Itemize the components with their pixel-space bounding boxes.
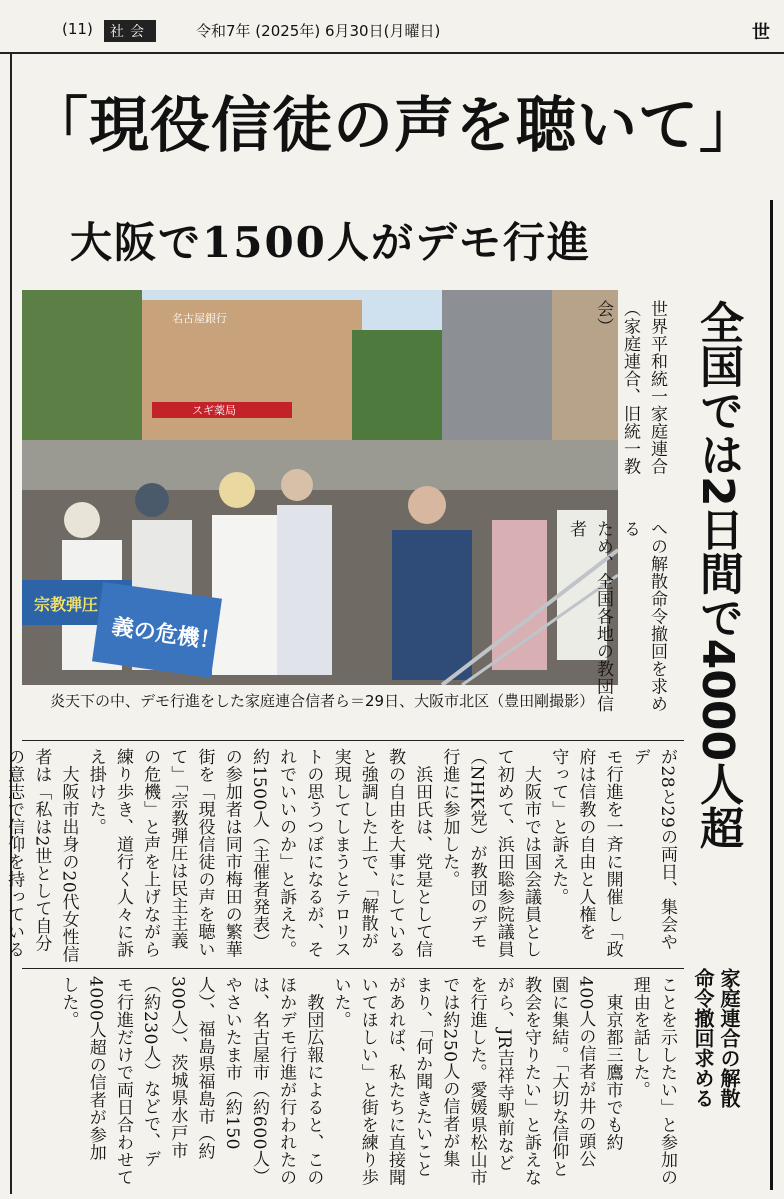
body-line: て初めて、浜田聡参院議員 [493,748,514,958]
lead-line: ため、全国各地の教団信者 [566,520,613,713]
body-line: 大阪市出身の20代女性信 [58,748,79,964]
lead-line: （家庭連合、旧統一教会） [593,300,640,475]
demo-photo-illustration [22,290,618,685]
body-line: 教の自由を大事にしている [384,748,405,958]
side-subheadline [690,968,742,1168]
body-line: 教団広報によると、この [303,976,324,1186]
body-line: （NHK党）が教団のデモ [466,748,487,950]
bank-sign: 名古屋銀行 [172,312,227,325]
body-line: モ行進を一斉に開催し「政 [602,748,623,958]
body-line: 練り歩き、道行く人々に訴 [112,748,133,958]
side-headline: 全国では2日間で4000人超 [692,300,743,850]
body-line: の危機」と声を上げながら [140,748,161,958]
body-line: した。 [58,976,79,1029]
newspaper-logo: 世 [752,22,770,43]
body-line: え掛けた。 [85,748,106,836]
column-rule [770,200,773,1190]
page-header [0,0,784,54]
body-line: いてほしい」と街を練り歩 [357,976,378,1186]
body-line: 教会を守りたい」と訴えな [520,976,541,1186]
body-line: 者は「私は2世として自分 [31,748,52,952]
body-line: （約230人）などで、デ [140,976,161,1168]
body-line: があれば、私たちに直接聞 [384,976,405,1186]
lead-line: への解散命令撤回を求める [620,520,667,713]
lead-line: 世界平和統一家庭連合 [647,300,667,475]
body-line: 街を「現役信徒の声を聴い [194,748,215,958]
divider [22,740,684,741]
body-line: 浜田氏は、党是として信 [412,748,433,958]
body-line: れでいいのか」と訴えた。 [276,748,297,958]
body-line: 人）、福島県福島市（約 [194,976,215,1160]
store-sign: スギ薬局 [192,404,236,417]
subheadline: 大阪で1500人がデモ行進 [70,218,591,267]
body-line: では約250人の信者が集 [439,976,460,1168]
body-block-2 [56,976,680,1192]
body-line: 4000人超の信者が参加 [85,976,106,1162]
divider [22,968,684,969]
side-subheadline-line-2: 命令撤回求める [691,968,715,1108]
placard-text-1: 宗教弾圧 [34,595,99,614]
body-line: ことを示したい」と参加の [657,976,677,1186]
body-line: 大阪市では国会議員とし [520,748,541,958]
body-line: 300人）、茨城県水戸市 [167,976,188,1159]
body-block-1 [4,748,680,964]
body-line: トの思うつぼになるが、そ [303,748,324,958]
section-label: 社会 [104,20,156,42]
body-line: モ行進だけで両日合わせて [112,976,133,1186]
body-line: 守って」と訴えた。 [548,748,569,906]
body-line: が28と29の両日、集会やデ [629,748,677,951]
body-line: 約1500人（主催者発表） [248,748,269,951]
body-line: いた。 [330,976,351,1029]
lead-columns-lower [566,520,670,720]
body-line: やさいたま市（約150 [221,976,242,1150]
issue-date: 令和7年 (2025年) 6月30日(月曜日) [196,22,441,40]
demo-photo [22,290,618,685]
body-line: 行進に参加した。 [439,748,460,888]
body-line: の参加者は同市梅田の繁華 [221,748,242,958]
body-line: 東京都三鷹市でも約 [602,976,623,1151]
body-line: 実現してしまうとテロリス [330,748,351,958]
body-line: ほかデモ行進が行われたの [276,976,297,1186]
body-line: は、名古屋市（約600人） [248,976,269,1185]
page-number: (11) [62,20,93,38]
body-line: 園に集結。「大切な信仰と [548,976,569,1178]
body-line: まり、「何か聞きたいこと [412,976,433,1178]
body-line: 府は信教の自由と人権を [575,748,596,941]
headline: 「現役信徒の声を聴いて」 [28,91,760,161]
placard-text-2: 義の危機！ [110,614,223,655]
body-line: を行進した。愛媛県松山市 [466,976,487,1186]
photo-caption: 炎天下の中、デモ行進をした家庭連合信者ら＝29日、大阪市北区（豊田剛撮影） [50,692,595,710]
body-line: 理由を話した。 [629,976,650,1099]
body-line: がら、JR吉祥寺駅前など [493,976,514,1172]
body-line: て」「宗教弾圧は民主主義 [167,748,188,950]
body-line: の意志で信仰を持っている [4,748,25,958]
body-line: と強調した上で、「解散が [357,748,378,950]
side-subheadline-line-1: 家庭連合の解散 [717,968,741,1108]
body-line: 400人の信者が井の頭公 [575,976,596,1168]
